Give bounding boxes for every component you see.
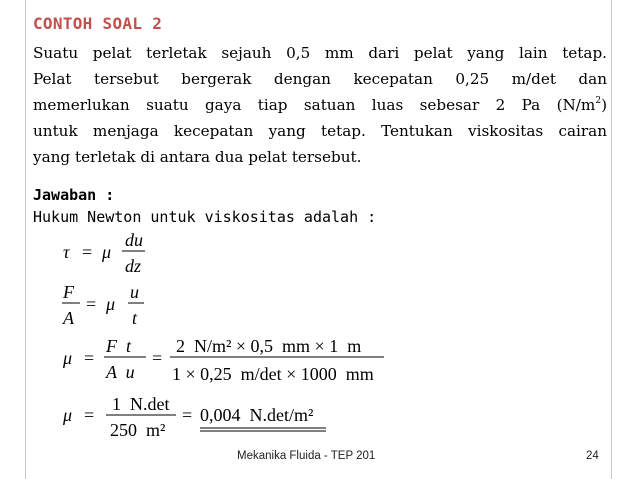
fraction-denominator: dz (125, 256, 142, 276)
answer-heading: Jawaban : (33, 186, 115, 204)
problem-line: Pelat tersebut bergerak dengan kecepatan 0,25 m/det dan (33, 70, 607, 88)
fraction-denominator: 1 × 0,25 m/det × 1000 mm (172, 364, 374, 384)
footer-course: Mekanika Fluida - TEP 201 (237, 450, 376, 462)
equation-newton-viscosity (63, 230, 145, 276)
equals-sign: = (84, 405, 95, 425)
mu-symbol: μ (102, 242, 112, 262)
equation-viscosity-result (62, 394, 326, 440)
fraction-numerator: 1 N.det (112, 394, 170, 414)
equals-sign: = (82, 242, 93, 262)
fraction-denominator: A (63, 308, 74, 328)
answer-intro: Hukum Newton untuk viskositas adalah : (33, 208, 377, 226)
mu-symbol: μ (63, 348, 73, 368)
problem-line: untuk menjaga kecepatan yang tetap. Tentukan viskositas cairan (33, 122, 607, 140)
page-number: 24 (586, 450, 599, 462)
fraction-numerator: F t (106, 336, 131, 356)
fraction-denominator: A u (106, 362, 135, 382)
problem-line-text: memerlukan suatu gaya tiap satuan luas sebesar 2 Pa (N/m (33, 96, 596, 114)
equation-force-area (62, 282, 144, 328)
mu-symbol: μ (106, 294, 116, 314)
equals-sign: = (84, 348, 95, 368)
fraction-denominator: 250 m² (110, 420, 166, 440)
fraction-denominator: t (132, 308, 138, 328)
equals-sign: = (152, 348, 163, 368)
fraction-numerator: u (130, 282, 139, 302)
fraction-numerator: F (63, 282, 74, 302)
mu-symbol: μ (63, 405, 73, 425)
problem-line: Suatu pelat terletak sejauh 0,5 mm dari pelat yang lain tetap. (33, 44, 607, 62)
closing-paren: ) (601, 96, 607, 114)
result-value: 0,004 N.det/m² (200, 405, 314, 425)
problem-line: yang terletak di antara dua pelat tersebut. (33, 148, 362, 166)
equals-sign: = (182, 405, 193, 425)
unit-superscript: 2 (595, 96, 602, 106)
slide-title: CONTOH SOAL 2 (33, 14, 163, 33)
equals-sign: = (86, 294, 97, 314)
fraction-numerator: du (125, 230, 143, 250)
tau-symbol: τ (63, 242, 70, 262)
fraction-numerator: 2 N/m² × 0,5 mm × 1 m (176, 336, 362, 356)
equation-viscosity-substitution (62, 336, 384, 384)
